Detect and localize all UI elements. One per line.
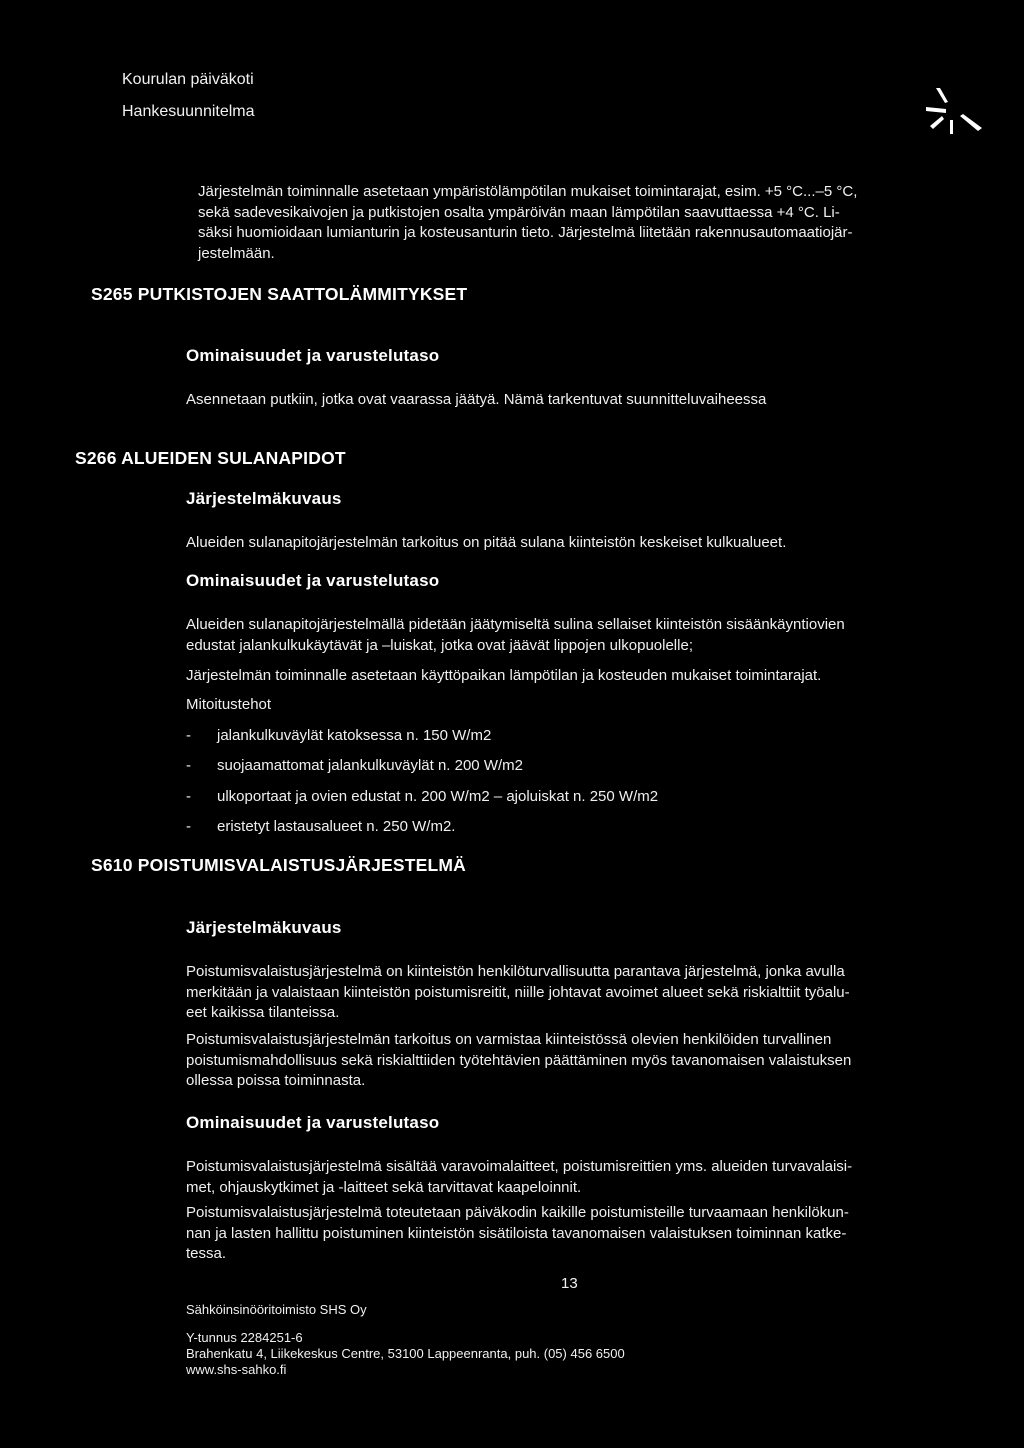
list-dash: -: [186, 727, 191, 744]
s266-description-text: Alueiden sulanapitojärjestelmän tarkoitus on pitää sulana kiinteistön keskeiset kulkualueet.: [186, 534, 787, 551]
s610-p4-line: nan ja lasten hallittu poistuminen kiinteistön sisätiloista tavanomaisen valaistuksen toiminnan katke-: [186, 1224, 847, 1242]
list-item: [186, 726, 786, 746]
s610-subheading-description: Järjestelmäkuvaus: [186, 918, 342, 937]
footer-business-id: Y-tunnus 2284251-6: [186, 1330, 303, 1345]
section-heading-s610: S610 POISTUMISVALAISTUSJÄRJESTELMÄ: [91, 855, 467, 875]
list-dash: -: [186, 757, 191, 774]
s610-p4-line: tessa.: [186, 1245, 227, 1262]
s610-paragraph-1: [186, 962, 850, 1024]
footer-website-link[interactable]: www.shs-sahko.fi: [186, 1362, 287, 1377]
s610-p4-line: Poistumisvalaistusjärjestelmä toteutetaan päiväkodin kaikille poistumisteille turvaamaan henkilökun-: [186, 1204, 849, 1221]
s265-text: Asennetaan putkiin, jotka ovat vaarassa jäätyä. Nämä tarkentuvat suunnitteluvaiheessa: [186, 391, 767, 408]
list-dash: -: [186, 788, 191, 805]
s610-p1-line: Poistumisvalaistusjärjestelmä on kiinteistön henkilöturvallisuutta parantava järjestelmä, jonka avulla: [186, 963, 845, 980]
footer-company: Sähköinsinööritoimisto SHS Oy: [186, 1302, 367, 1317]
intro-paragraph: [198, 182, 968, 264]
s610-paragraph-4: [186, 1203, 849, 1265]
s610-p2-line: Poistumisvalaistusjärjestelmän tarkoitus on varmistaa kiinteistössä olevien henkilöiden turvallinen: [186, 1031, 832, 1048]
section-heading-s265: S265 PUTKISTOJEN SAATTOLÄMMITYKSET: [91, 284, 468, 304]
list-item-text: suojaamattomat jalankulkuväylät n. 200 W/m2: [217, 757, 523, 774]
list-item: [186, 817, 786, 837]
list-dash: -: [186, 818, 191, 835]
intro-line: sekä sadevesikaivojen ja putkistojen osalta ympäröivän maan lämpötilan saavuttaessa +4 °C. Li-: [198, 203, 840, 221]
s610-p3-line: Poistumisvalaistusjärjestelmä sisältää varavoimalaitteet, poistumisreittien yms. alueiden turvavalaisi-: [186, 1158, 853, 1175]
s266-dimensioning-label: Mitoitustehot: [186, 696, 272, 713]
page-number: 13: [561, 1275, 578, 1292]
intro-line: säksi huomioidaan lumianturin ja kosteusanturin tieto. Järjestelmä liitetään rakennusautomaatiojär-: [198, 224, 853, 241]
s266-features-line: Alueiden sulanapitojärjestelmällä pidetään jäätymiseltä sulina sellaiset kiinteistön sisäänkäyntiovien: [186, 616, 845, 633]
starburst-logo-icon: [922, 86, 982, 136]
s610-p3-line: met, ohjauskytkimet ja -laitteet sekä tarvittavat kaapeloinnit.: [186, 1178, 582, 1196]
s266-subheading-description: Järjestelmäkuvaus: [186, 489, 342, 508]
list-item-text: ulkoportaat ja ovien edustat n. 200 W/m2 – ajoluiskat n. 250 W/m2: [217, 788, 659, 805]
footer-address: Brahenkatu 4, Liikekeskus Centre, 53100 Lappeenranta, puh. (05) 456 6500: [186, 1346, 625, 1361]
list-item-text: eristetyt lastausalueet n. 250 W/m2.: [217, 818, 456, 835]
s610-paragraph-3: [186, 1157, 852, 1198]
document-title: Hankesuunnitelma: [122, 103, 255, 120]
s610-paragraph-2: [186, 1030, 851, 1092]
list-item-text: jalankulkuväylät katoksessa n. 150 W/m2: [217, 727, 492, 744]
list-item: [186, 787, 786, 807]
intro-line: jestelmään.: [198, 244, 275, 262]
project-name: Kourulan päiväkoti: [122, 71, 254, 88]
intro-line: Järjestelmän toiminnalle asetetaan ympäristölämpötilan mukaiset toimintarajat, esim. +5 °C...–5 °C,: [198, 183, 858, 200]
s265-subheading: Ominaisuudet ja varustelutaso: [186, 346, 440, 365]
s266-limits-text: Järjestelmän toiminnalle asetetaan käyttöpaikan lämpötilan ja kosteuden mukaiset toimintarajat.: [186, 667, 822, 684]
s266-subheading-features: Ominaisuudet ja varustelutaso: [186, 571, 440, 590]
s610-p1-line: eet kaikissa tilanteissa.: [186, 1004, 340, 1021]
section-heading-s266: S266 ALUEIDEN SULANAPIDOT: [75, 448, 346, 468]
s610-p2-line: ollessa poissa toiminnasta.: [186, 1072, 366, 1089]
s610-subheading-features: Ominaisuudet ja varustelutaso: [186, 1113, 440, 1132]
s266-features-paragraph: [186, 615, 845, 656]
s610-p1-line: merkitään ja valaistaan kiinteistön poistumisreitit, niille johtavat avoimet alueet sekä riskialttiit työalu-: [186, 983, 850, 1001]
list-item: [186, 756, 786, 776]
s266-features-line: edustat jalankulkukäytävät ja –luiskat, jotka ovat jäävät lippojen ulkopuolelle;: [186, 636, 693, 654]
s610-p2-line: poistumismahdollisuus sekä riskialttiiden työtehtävien päättäminen myös tavanomaisen valaistuksen: [186, 1051, 852, 1069]
